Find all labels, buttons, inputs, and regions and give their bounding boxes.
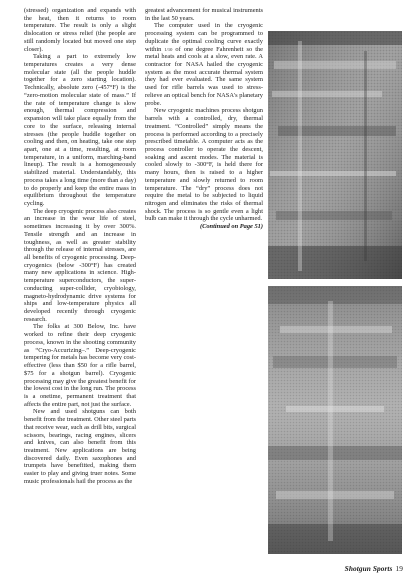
- paragraph: The folks at 300 Below, Inc. have worked to refine their deep cryogenic process, known in the shooting community as “Cryo-Accurizing–.” Deep-cryogenic tempering for metals has become very cost-effective (less than $50 for a rifle barrel, $75 for a shotgun barrel). Cryogenic processing may give the greatest benefit for the lowest cost in the long run. The process is a onetime, permanent treatment that affects the entire part, not just the surface.: [24, 323, 136, 408]
- page-number: 19: [395, 564, 403, 573]
- paragraph: Taking a part to extremely low temperatures creates a very dense molecular state (all the people huddle together for a zero starting location). Technically, absolute zero (-457°F) is the “zero-motion molecular state of mass.” If the rate of temperature change is slow enough, thermal compression and expansion will take place equally from the core to the surface, releasing internal stresses (the people huddle together on cooling and then, on heating, take one step apart, one at a time, resulting, at room temperature, in a uniform, marching-band lineup). The result is a homogeneously stabilized material. Understandably, this process takes a long time (more than a day) to do properly and keep the entire mass in equilibrium throughout the temperature cycling.: [24, 53, 136, 207]
- photo-bottom: [268, 286, 402, 554]
- article-column-right: [145, 7, 263, 231]
- magazine-title: Shotgun Sports: [344, 564, 393, 573]
- paragraph: greatest advancement for musical instruments in the last 50 years.: [145, 7, 263, 22]
- paragraph-text: of one degree Fahrenheit so the metal heats and cools at a slow, even rate. A contractor for NASA hailed the cryogenic system as the most accurate thermal system they had ever evaluated. The same system used for rifle barrels was used to stress-relieve an optical bench for NASA's planetary probe.: [145, 45, 263, 107]
- paragraph: New and used shotguns can both benefit from the treatment. Other steel parts that receive wear, such as drill bits, surgical scissors, bearings, racing engines, slicers and knives, can also benefit from this treatment. New applications are being discovered daily. Even saxophones and trumpets have benefitted, making them easier to play and giving truer notes. Some music professionals hail the process as the: [24, 408, 136, 485]
- continued-note: (Continued on Page 51): [199, 223, 263, 231]
- fraction: 1/10: [164, 46, 173, 52]
- page-footer: [345, 564, 403, 573]
- paragraph: (stressed) organization and expands with the heat, then it returns to room temperature. The result is only a slight dislocation or stress relief (the people are still randomly located but moved one step closer).: [24, 7, 136, 53]
- paragraph: New cryogenic machines process shotgun barrels with a controlled, dry, thermal treatment. “Controlled” simply means the process is performed according to a precisely prescribed timetable. A computer acts as the process controller to operate the descent, soaking and ascent modes. The material is cooled slowly to -300°F, is held there for many hours, then is raised to a higher temperature and slowly returned to room temperature. The “dry” process does not require the metal to be subjected to liquid nitrogen and eliminates the risks of thermal shock. The process is so gentle even a light bulb can make it through the cycle unharmed.: [145, 107, 263, 223]
- photo-top: [268, 31, 402, 279]
- paragraph: The deep cryogenic process also creates an increase in the wear life of steel, sometimes increasing it by over 300%. Tensile strength and an increase in toughness, as well as greater stability through the release of internal stresses, are all benefits of cryogenic processing. Deep-cryogenics (below -300°F) has created many new applications in science. High-temperature superconductors, the super-conducting super-collider, cryobiology, magneto-hydrodynamic drive systems for ships and low-temperature physics all developed recently through cryogenic research.: [24, 207, 136, 323]
- paragraph: [145, 22, 263, 107]
- paragraph-text: The computer used in the cryogenic processing system can be programmed to duplicate the optimal cooling curve exactly within: [145, 22, 263, 53]
- article-column-left: [24, 7, 136, 486]
